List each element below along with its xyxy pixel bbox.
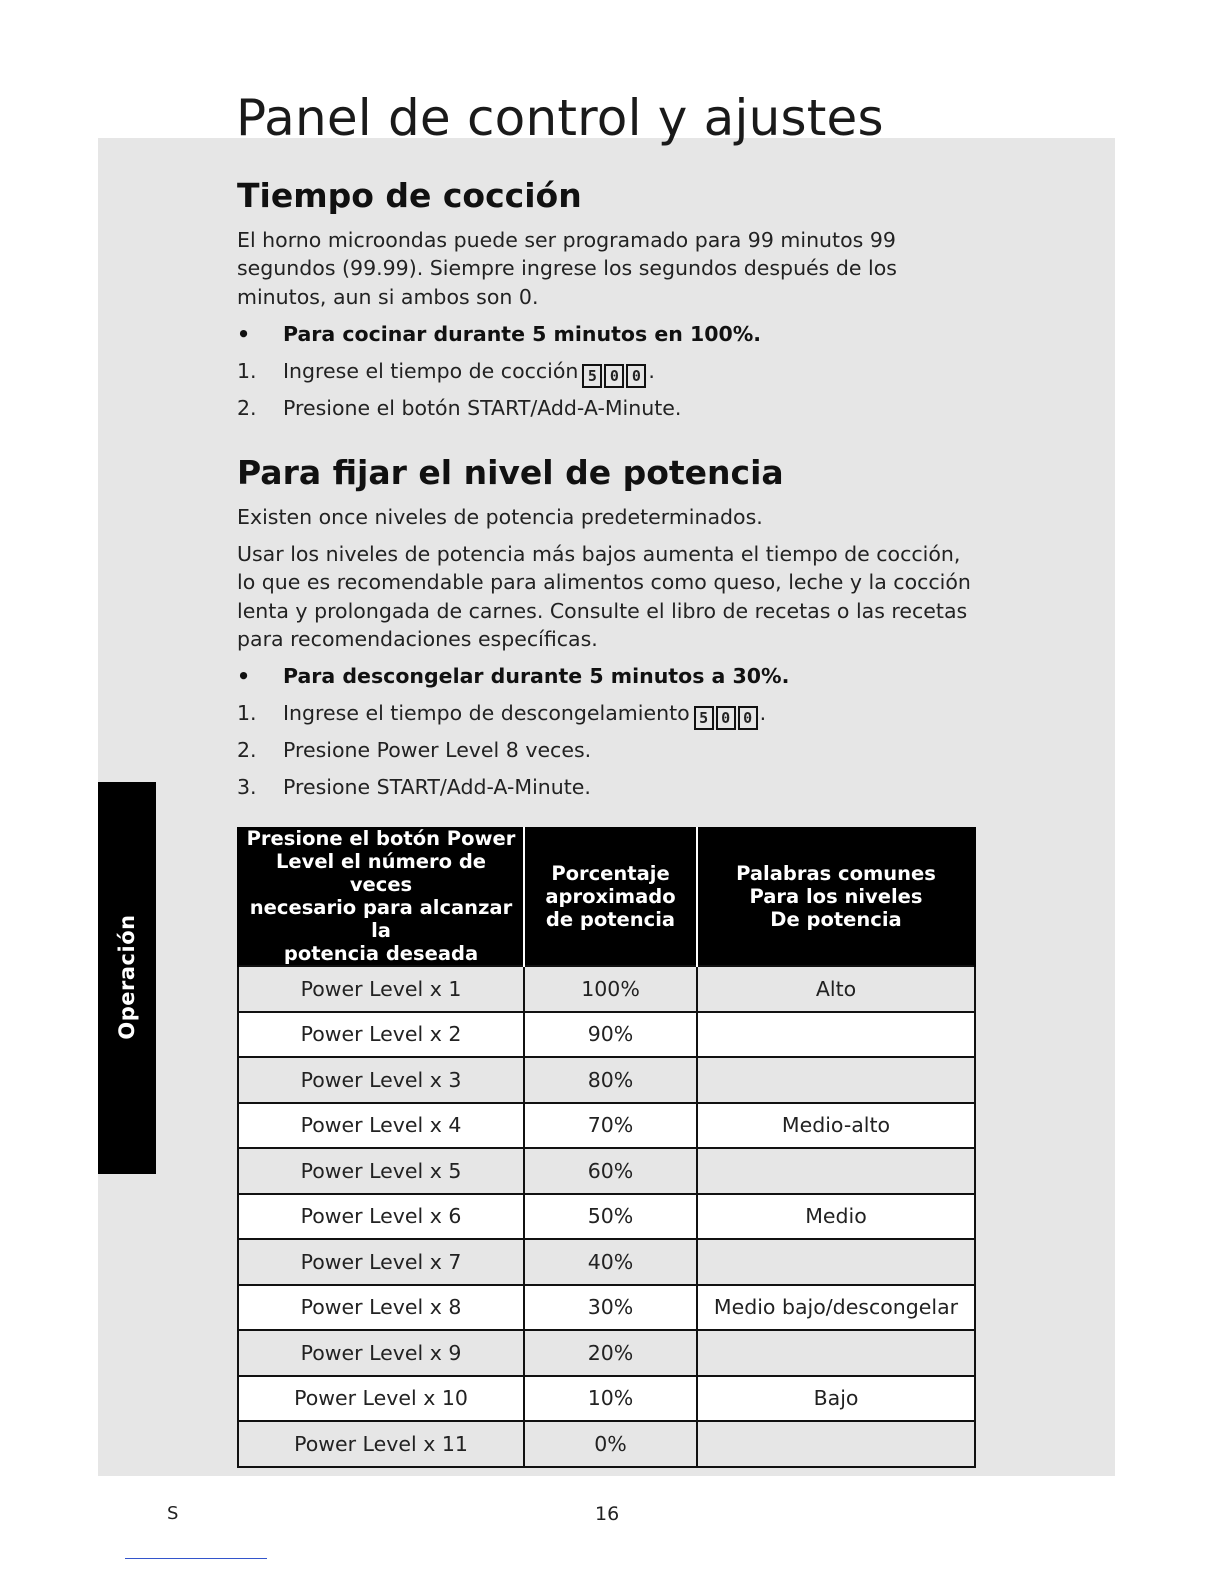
cell-common-word: Alto bbox=[697, 966, 975, 1012]
cell-common-word: Medio bajo/descongelar bbox=[697, 1285, 975, 1331]
table-row bbox=[238, 1421, 975, 1467]
cell-power-level: Power Level x 6 bbox=[238, 1194, 524, 1240]
page-title: Panel de control y ajustes bbox=[236, 89, 884, 147]
header-press-button bbox=[238, 827, 524, 966]
table-row bbox=[238, 1194, 975, 1240]
table-row bbox=[238, 1103, 975, 1149]
step-text: Presione START/Add-A-Minute. bbox=[283, 775, 591, 799]
cell-percentage: 30% bbox=[524, 1285, 697, 1331]
header-line: Porcentaje bbox=[551, 861, 670, 885]
header-common-words bbox=[697, 827, 975, 966]
header-line: Presione el botón Power bbox=[246, 827, 516, 850]
step-number: 2. bbox=[237, 738, 257, 762]
cell-common-word bbox=[697, 1148, 975, 1194]
cell-percentage: 0% bbox=[524, 1421, 697, 1467]
cell-percentage: 80% bbox=[524, 1057, 697, 1103]
paragraph-line: lo que es recomendable para alimentos como queso, leche y la cocción bbox=[237, 570, 971, 595]
paragraph-line: segundos (99.99). Siempre ingrese los segundos después de los bbox=[237, 256, 897, 281]
cell-common-word bbox=[697, 1239, 975, 1285]
cell-common-word bbox=[697, 1057, 975, 1103]
header-line: Palabras comunes bbox=[736, 861, 936, 885]
cell-power-level: Power Level x 3 bbox=[238, 1057, 524, 1103]
power-level-table bbox=[237, 827, 976, 1468]
cell-power-level: Power Level x 11 bbox=[238, 1421, 524, 1467]
defrost-step bbox=[237, 699, 766, 730]
section-heading-cooking-time: Tiempo de cocción bbox=[237, 176, 582, 215]
header-percentage bbox=[524, 827, 697, 966]
header-line: necesario para alcanzar la bbox=[249, 896, 513, 942]
keypad-key: 0 bbox=[604, 364, 624, 388]
footer-language-marker: S bbox=[167, 1503, 179, 1524]
step-text: Presione Power Level 8 veces. bbox=[283, 738, 592, 762]
step-text: Ingrese el tiempo de descongelamiento bbox=[283, 701, 690, 725]
keypad-key: 5 bbox=[694, 706, 714, 730]
cooking-time-paragraph bbox=[237, 226, 977, 311]
cell-power-level: Power Level x 5 bbox=[238, 1148, 524, 1194]
cell-power-level: Power Level x 10 bbox=[238, 1376, 524, 1422]
header-line: De potencia bbox=[770, 907, 902, 931]
cell-common-word bbox=[697, 1330, 975, 1376]
cell-percentage: 100% bbox=[524, 966, 697, 1012]
cooking-bullet bbox=[237, 320, 761, 348]
paragraph-line: Usar los niveles de potencia más bajos aumenta el tiempo de cocción, bbox=[237, 542, 961, 566]
paragraph-line: El horno microondas puede ser programado para 99 minutos 99 bbox=[237, 228, 896, 252]
step-text: Presione el botón START/Add-A-Minute. bbox=[283, 396, 682, 420]
bullet-icon: • bbox=[237, 322, 251, 346]
table-row bbox=[238, 1376, 975, 1422]
cell-power-level: Power Level x 2 bbox=[238, 1012, 524, 1058]
defrost-bullet bbox=[237, 662, 789, 690]
cell-power-level: Power Level x 4 bbox=[238, 1103, 524, 1149]
table-row bbox=[238, 1285, 975, 1331]
bullet-icon: • bbox=[237, 664, 251, 688]
step-number: 1. bbox=[237, 701, 257, 725]
cell-percentage: 20% bbox=[524, 1330, 697, 1376]
cooking-step bbox=[237, 357, 655, 388]
cell-percentage: 40% bbox=[524, 1239, 697, 1285]
table-row bbox=[238, 1330, 975, 1376]
cell-power-level: Power Level x 1 bbox=[238, 966, 524, 1012]
step-number: 1. bbox=[237, 359, 257, 383]
footer-divider bbox=[125, 1558, 267, 1559]
page-number: 16 bbox=[595, 1503, 620, 1525]
cell-power-level: Power Level x 9 bbox=[238, 1330, 524, 1376]
cell-percentage: 50% bbox=[524, 1194, 697, 1240]
table-row bbox=[238, 1012, 975, 1058]
cell-percentage: 90% bbox=[524, 1012, 697, 1058]
cell-common-word bbox=[697, 1012, 975, 1058]
cell-common-word: Medio bbox=[697, 1194, 975, 1240]
cell-percentage: 70% bbox=[524, 1103, 697, 1149]
step-text: Ingrese el tiempo de cocción bbox=[283, 359, 579, 383]
defrost-step bbox=[237, 773, 591, 801]
cell-power-level: Power Level x 7 bbox=[238, 1239, 524, 1285]
cooking-step bbox=[237, 394, 681, 422]
paragraph-line: para recomendaciones específicas. bbox=[237, 626, 598, 651]
table-row bbox=[238, 966, 975, 1012]
power-level-intro: Existen once niveles de potencia predeterminados. bbox=[237, 505, 763, 529]
header-line: Para los niveles bbox=[749, 884, 923, 908]
side-tab bbox=[98, 782, 156, 1174]
table-row bbox=[238, 1057, 975, 1103]
section-heading-power-level: Para fijar el nivel de potencia bbox=[237, 453, 784, 492]
step-suffix: . bbox=[759, 701, 767, 725]
cell-common-word: Bajo bbox=[697, 1376, 975, 1422]
keypad-key: 5 bbox=[582, 364, 602, 388]
cell-common-word bbox=[697, 1421, 975, 1467]
table-row bbox=[238, 1239, 975, 1285]
paragraph-line: minutos, aun si ambos son 0. bbox=[237, 284, 539, 309]
cell-common-word: Medio-alto bbox=[697, 1103, 975, 1149]
keypad-key: 0 bbox=[716, 706, 736, 730]
header-line: potencia deseada bbox=[283, 942, 479, 965]
keypad-sequence bbox=[694, 702, 760, 730]
paragraph-line: lenta y prolongada de carnes. Consulte el libro de recetas o las recetas bbox=[237, 598, 968, 623]
table-row bbox=[238, 1148, 975, 1194]
step-suffix: . bbox=[648, 359, 655, 383]
step-number: 2. bbox=[237, 396, 257, 420]
header-line: de potencia bbox=[545, 907, 676, 931]
cell-percentage: 60% bbox=[524, 1148, 697, 1194]
side-tab-label: Operación bbox=[115, 914, 139, 1040]
table-header-row bbox=[238, 827, 975, 966]
cell-percentage: 10% bbox=[524, 1376, 697, 1422]
power-level-paragraph bbox=[237, 540, 977, 653]
step-number: 3. bbox=[237, 775, 257, 799]
header-line: aproximado bbox=[545, 884, 676, 908]
cell-power-level: Power Level x 8 bbox=[238, 1285, 524, 1331]
defrost-step bbox=[237, 736, 591, 764]
keypad-key: 0 bbox=[738, 706, 758, 730]
keypad-key: 0 bbox=[626, 364, 646, 388]
bullet-text: Para cocinar durante 5 minutos en 100%. bbox=[283, 322, 762, 346]
bullet-text: Para descongelar durante 5 minutos a 30%. bbox=[283, 664, 790, 688]
keypad-sequence bbox=[582, 360, 648, 388]
header-line: Level el número de veces bbox=[275, 850, 487, 896]
